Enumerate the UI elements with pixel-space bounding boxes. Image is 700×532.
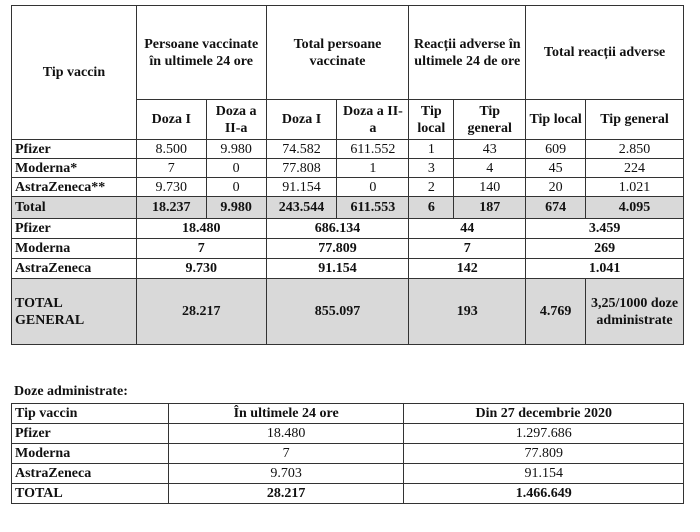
table-cell: 1	[409, 140, 454, 159]
table-cell: 269	[526, 239, 684, 259]
table-cell: 7	[136, 159, 206, 178]
subheader-doza-1: Doza I	[266, 100, 337, 140]
table-cell: 9.730	[136, 178, 206, 197]
header-vaccinated-24h: Persoane vaccinate în ultimele 24 ore	[136, 6, 266, 100]
table-cell: 674	[526, 197, 586, 219]
table-row	[12, 159, 684, 178]
table-cell: 686.134	[266, 219, 409, 239]
row-label: Total	[12, 197, 137, 219]
table-cell: 0	[337, 178, 409, 197]
table-cell: 611.552	[337, 140, 409, 159]
row-label: Moderna	[12, 444, 169, 464]
table-cell: 140	[454, 178, 526, 197]
table-cell: 43	[454, 140, 526, 159]
table-cell: 1.466.649	[404, 484, 684, 504]
table-cell: 7	[136, 239, 266, 259]
table-cell: 91.154	[266, 178, 337, 197]
table-cell: 224	[586, 159, 684, 178]
table-cell: 4.095	[586, 197, 684, 219]
table-cell: 20	[526, 178, 586, 197]
table-cell: 0	[206, 159, 266, 178]
table-cell: 2	[409, 178, 454, 197]
table-cell: 9.980	[206, 140, 266, 159]
table-row	[12, 444, 684, 464]
row-label: Pfizer	[12, 140, 137, 159]
table-cell: 91.154	[404, 464, 684, 484]
row-label: Pfizer	[12, 424, 169, 444]
subheader-doza-2: Doza a II-a	[337, 100, 409, 140]
row-label: TOTAL GENERAL	[12, 279, 137, 345]
table-cell: 18.480	[136, 219, 266, 239]
table-cell: 74.582	[266, 140, 337, 159]
table-cell: 7	[409, 239, 526, 259]
table-cell: 91.154	[266, 259, 409, 279]
table-cell: 1.021	[586, 178, 684, 197]
table-row	[12, 140, 684, 159]
row-label: Moderna	[12, 239, 137, 259]
table-cell: 609	[526, 140, 586, 159]
summary-row	[12, 219, 684, 239]
table-cell: 8.500	[136, 140, 206, 159]
row-label: Pfizer	[12, 219, 137, 239]
row-label: TOTAL	[12, 484, 169, 504]
table-cell: 187	[454, 197, 526, 219]
table-cell: 4.769	[526, 279, 586, 345]
table-cell: 3,25/1000 doze administrate	[586, 279, 684, 345]
table-row	[12, 178, 684, 197]
section-caption: Doze administrate:	[14, 384, 128, 399]
subheader-doza-2: Doza a II-a	[206, 100, 266, 140]
header-tip-vaccin: Tip vaccin	[12, 404, 169, 424]
row-label: AstraZeneca**	[12, 178, 137, 197]
table-cell: 7	[168, 444, 404, 464]
table-cell: 77.809	[266, 239, 409, 259]
row-label: Moderna*	[12, 159, 137, 178]
table-cell: 45	[526, 159, 586, 178]
table-cell: 18.237	[136, 197, 206, 219]
table-cell: 3.459	[526, 219, 684, 239]
table-cell: 9.703	[168, 464, 404, 484]
subheader-doza-1: Doza I	[136, 100, 206, 140]
table-cell: 855.097	[266, 279, 409, 345]
table-cell: 142	[409, 259, 526, 279]
row-label: AstraZeneca	[12, 259, 137, 279]
header-adverse-24h: Reacții adverse în ultimele 24 de ore	[409, 6, 526, 100]
header-last-24h: În ultimele 24 ore	[168, 404, 404, 424]
header-total-vaccinated: Total persoane vaccinate	[266, 6, 409, 100]
table-cell: 9.730	[136, 259, 266, 279]
table-cell: 28.217	[168, 484, 404, 504]
subheader-tip-general: Tip general	[454, 100, 526, 140]
table-cell: 243.544	[266, 197, 337, 219]
subheader-tip-local: Tip local	[409, 100, 454, 140]
vaccination-stats-table	[11, 5, 684, 345]
table-cell: 193	[409, 279, 526, 345]
total-row	[12, 484, 684, 504]
table-cell: 611.553	[337, 197, 409, 219]
subheader-tip-general: Tip general	[586, 100, 684, 140]
header-total-adverse: Total reacții adverse	[526, 6, 684, 100]
table-cell: 9.980	[206, 197, 266, 219]
administered-doses-table	[11, 403, 684, 504]
summary-row	[12, 259, 684, 279]
table-cell: 28.217	[136, 279, 266, 345]
table-cell: 44	[409, 219, 526, 239]
table-cell: 0	[206, 178, 266, 197]
header-tip-vaccin: Tip vaccin	[12, 6, 137, 140]
row-label: AstraZeneca	[12, 464, 169, 484]
table-cell: 1.297.686	[404, 424, 684, 444]
table-cell: 6	[409, 197, 454, 219]
table-cell: 2.850	[586, 140, 684, 159]
table-cell: 3	[409, 159, 454, 178]
table-row	[12, 464, 684, 484]
header-since-date: Din 27 decembrie 2020	[404, 404, 684, 424]
table-cell: 77.809	[404, 444, 684, 464]
table-cell: 77.808	[266, 159, 337, 178]
table-cell: 4	[454, 159, 526, 178]
grand-total-row	[12, 279, 684, 345]
total-row	[12, 197, 684, 219]
table-row	[12, 424, 684, 444]
table-cell: 1.041	[526, 259, 684, 279]
table-cell: 18.480	[168, 424, 404, 444]
subheader-tip-local: Tip local	[526, 100, 586, 140]
summary-row	[12, 239, 684, 259]
table-cell: 1	[337, 159, 409, 178]
